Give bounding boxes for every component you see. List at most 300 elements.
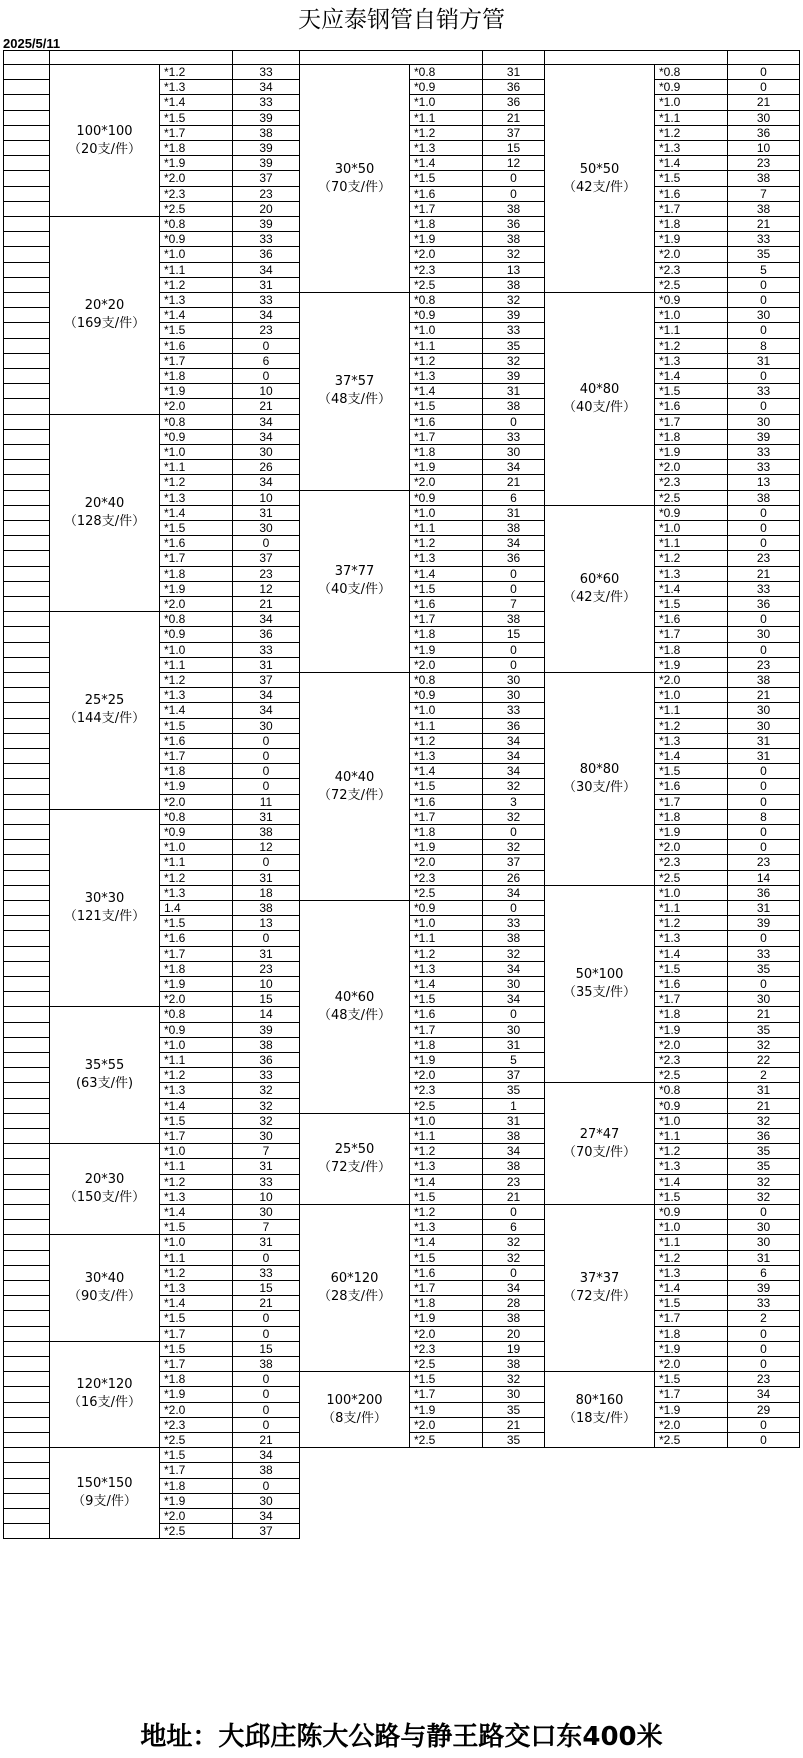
spec-cell: *1.5 [655,171,728,186]
qty-cell: 0 [483,658,545,673]
spec-cell: *2.0 [410,475,483,490]
spec-cell: *1.2 [655,339,728,354]
qty-cell: 34 [483,962,545,977]
spec-cell: *0.9 [160,627,233,642]
spec-cell: *1.3 [410,1159,483,1174]
qty-cell: 0 [233,749,300,764]
qty-cell: 21 [233,1433,300,1448]
group-pack: （35支/件） [563,985,636,1001]
qty-cell: 12 [233,582,300,597]
qty-cell: 0 [728,536,800,551]
spec-cell: *1.2 [160,475,233,490]
qty-cell: 0 [728,931,800,946]
spec-cell: *0.8 [160,217,233,232]
qty-cell: 0 [233,1418,300,1433]
spec-cell: *2.3 [410,1083,483,1098]
row-name [3,323,50,338]
qty-cell: 15 [483,141,545,156]
group-pack: （169支/件） [63,316,146,332]
group-size: 30*50 [334,161,375,177]
qty-cell: 5 [483,1053,545,1068]
group-pack: （40支/件） [318,582,391,598]
row-name [3,354,50,369]
row-name [3,1038,50,1053]
row-name [3,415,50,430]
row-name [3,1433,50,1448]
spec-cell: *1.2 [655,916,728,931]
qty-cell: 35 [483,1403,545,1418]
spec-cell: *1.9 [655,232,728,247]
qty-cell: 0 [483,643,545,658]
qty-cell: 0 [233,764,300,779]
qty-cell: 0 [483,415,545,430]
qty-cell: 7 [483,597,545,612]
spec-cell: *1.3 [410,551,483,566]
header-qty [728,50,800,65]
spec-cell: *1.0 [655,521,728,536]
spec-cell: *1.5 [655,597,728,612]
spec-cell: *1.4 [655,1281,728,1296]
spec-cell: *1.3 [410,141,483,156]
qty-cell: 21 [728,1099,800,1114]
spec-cell: *1.3 [160,886,233,901]
row-name [3,445,50,460]
spec-cell: *1.5 [655,1296,728,1311]
spec-cell: *1.1 [410,719,483,734]
header-spec [300,50,483,65]
group-size: 20*40 [84,495,125,511]
qty-cell: 6 [728,1266,800,1281]
qty-cell: 33 [233,65,300,80]
qty-cell: 32 [728,1190,800,1205]
spec-cell: *1.9 [160,977,233,992]
row-name [3,1053,50,1068]
group-pack: （48支/件） [318,392,391,408]
qty-cell: 31 [233,871,300,886]
spec-cell: *1.5 [160,1114,233,1129]
qty-cell: 15 [233,1342,300,1357]
qty-cell: 30 [483,1023,545,1038]
qty-cell: 0 [233,1403,300,1418]
spec-cell: *1.4 [160,95,233,110]
spec-cell: *0.9 [160,1023,233,1038]
spec-cell: *1.3 [410,749,483,764]
qty-cell: 39 [233,141,300,156]
qty-cell: 21 [483,475,545,490]
spec-cell: *1.8 [655,643,728,658]
qty-cell: 38 [233,1038,300,1053]
row-name [3,1418,50,1433]
group-pack: （48支/件） [318,1007,391,1023]
group-size: 150*150 [76,1476,133,1492]
qty-cell: 39 [728,430,800,445]
spec-cell: *1.7 [655,1311,728,1326]
spec-cell: *1.4 [160,308,233,323]
spec-cell: *1.0 [410,506,483,521]
row-name [3,187,50,202]
qty-cell: 33 [728,232,800,247]
qty-cell: 0 [483,901,545,916]
qty-cell: 30 [728,1235,800,1250]
qty-cell: 34 [233,1509,300,1524]
spec-cell: *1.1 [655,536,728,551]
spec-cell: *2.5 [160,1524,233,1539]
spec-cell: *1.0 [410,323,483,338]
qty-cell: 0 [483,1007,545,1022]
spec-cell: *1.7 [655,1387,728,1402]
spec-cell: *1.9 [410,232,483,247]
group-label [50,1448,160,1539]
spec-cell: *1.8 [655,217,728,232]
qty-cell: 37 [233,1524,300,1539]
qty-cell: 0 [728,977,800,992]
qty-cell: 36 [728,1129,800,1144]
spec-cell: *1.3 [655,1266,728,1281]
group-size: 80*80 [579,761,620,777]
qty-cell: 23 [728,156,800,171]
row-name [3,1144,50,1159]
spec-cell: *1.4 [410,977,483,992]
spec-cell: *1.2 [410,1205,483,1220]
qty-cell: 10 [233,491,300,506]
qty-cell: 6 [483,1220,545,1235]
qty-cell: 34 [233,612,300,627]
qty-cell: 34 [483,992,545,1007]
qty-cell: 38 [483,612,545,627]
qty-cell: 38 [483,931,545,946]
row-name [3,749,50,764]
address-footer: 地址：大邱庄陈大公路与静王路交口东400米 [140,1722,663,1752]
row-name [3,962,50,977]
qty-cell: 20 [483,1327,545,1342]
group-size: 100*100 [76,123,133,139]
spec-cell: *1.9 [655,445,728,460]
spec-cell: *1.5 [410,1251,483,1266]
row-name [3,840,50,855]
qty-cell: 0 [728,80,800,95]
spec-cell: *0.9 [410,308,483,323]
group-label [300,65,410,293]
spec-cell: *2.0 [160,171,233,186]
spec-cell: *0.9 [410,688,483,703]
qty-cell: 28 [483,1296,545,1311]
spec-cell: *1.7 [655,202,728,217]
qty-cell: 30 [483,1387,545,1402]
qty-cell: 38 [483,399,545,414]
qty-cell: 38 [483,202,545,217]
group-label [50,217,160,415]
row-name [3,1175,50,1190]
spec-cell: *1.0 [410,1114,483,1129]
qty-cell: 0 [728,1433,800,1448]
spec-cell: *2.0 [655,247,728,262]
spec-cell: *2.0 [160,399,233,414]
spec-cell: *1.2 [160,871,233,886]
spec-cell: *1.1 [655,1129,728,1144]
spec-cell: *1.5 [655,1190,728,1205]
spec-cell: *1.5 [160,719,233,734]
qty-cell: 33 [728,384,800,399]
row-name [3,567,50,582]
spec-cell: *0.8 [160,415,233,430]
spec-cell: *1.8 [655,1327,728,1342]
spec-cell: *1.2 [410,947,483,962]
qty-cell: 0 [728,369,800,384]
spec-cell: *1.7 [410,810,483,825]
row-name [3,217,50,232]
group-label [545,1083,655,1205]
row-name [3,1387,50,1402]
spec-cell: *1.2 [655,1251,728,1266]
qty-cell: 32 [483,354,545,369]
spec-cell: *1.9 [160,1494,233,1509]
qty-cell: 35 [483,339,545,354]
spec-cell: *2.0 [410,1068,483,1083]
spec-cell: *1.6 [410,187,483,202]
spec-cell: *1.1 [160,1159,233,1174]
spec-cell: *1.3 [160,688,233,703]
qty-cell: 36 [483,95,545,110]
qty-cell: 18 [233,886,300,901]
qty-cell: 33 [233,1068,300,1083]
qty-cell: 36 [233,1053,300,1068]
spec-cell: *1.7 [160,947,233,962]
group-size: 27*47 [579,1126,620,1142]
row-name [3,1327,50,1342]
qty-cell: 14 [728,871,800,886]
qty-cell: 26 [233,460,300,475]
header-spec [50,50,233,65]
qty-cell: 34 [483,1281,545,1296]
qty-cell: 36 [483,217,545,232]
spec-cell: *1.5 [410,582,483,597]
qty-cell: 20 [233,202,300,217]
qty-cell: 34 [233,263,300,278]
group-label [300,293,410,491]
spec-cell: *1.9 [160,779,233,794]
group-pack: （72支/件） [563,1289,636,1305]
qty-cell: 30 [233,719,300,734]
row-name [3,1448,50,1463]
group-label [545,506,655,673]
qty-cell: 6 [233,354,300,369]
spec-cell: *1.1 [410,339,483,354]
spec-cell: *0.9 [410,491,483,506]
spec-cell: *1.8 [160,141,233,156]
qty-cell: 23 [728,658,800,673]
qty-cell: 21 [483,1418,545,1433]
spec-cell: *1.9 [410,1053,483,1068]
group-size: 35*55 [84,1058,125,1074]
qty-cell: 0 [233,855,300,870]
qty-cell: 38 [233,1463,300,1478]
qty-cell: 35 [728,1144,800,1159]
qty-cell: 34 [483,536,545,551]
row-name [3,1266,50,1281]
qty-cell: 39 [483,308,545,323]
row-name [3,977,50,992]
spec-cell: *1.6 [160,734,233,749]
spec-cell: *1.3 [655,931,728,946]
group-size: 30*30 [84,891,125,907]
qty-cell: 36 [483,80,545,95]
group-label [50,612,160,810]
spec-cell: *1.7 [160,1357,233,1372]
spec-cell: *1.7 [410,202,483,217]
spec-cell: *1.7 [410,1281,483,1296]
group-size: 37*57 [334,374,375,390]
qty-cell: 38 [483,232,545,247]
qty-cell: 32 [233,1114,300,1129]
qty-cell: 32 [483,247,545,262]
qty-cell: 38 [483,521,545,536]
qty-cell: 22 [728,1053,800,1068]
spec-cell: *2.0 [410,658,483,673]
spec-cell: *1.5 [160,916,233,931]
row-name [3,1342,50,1357]
group-label [545,673,655,886]
spec-cell: *1.2 [410,1144,483,1159]
group-label [50,65,160,217]
qty-cell: 30 [233,1494,300,1509]
qty-cell: 37 [233,551,300,566]
qty-cell: 34 [483,1144,545,1159]
qty-cell: 0 [728,1357,800,1372]
spec-cell: *1.4 [655,156,728,171]
qty-cell: 0 [728,1205,800,1220]
spec-cell: *1.7 [410,1023,483,1038]
spec-cell: *1.6 [655,977,728,992]
spec-cell: *1.4 [160,1205,233,1220]
row-name [3,475,50,490]
spec-cell: *1.8 [655,1007,728,1022]
qty-cell: 33 [233,1175,300,1190]
qty-cell: 32 [728,1038,800,1053]
group-label [50,1235,160,1341]
qty-cell: 33 [728,947,800,962]
row-name [3,202,50,217]
spec-cell: *1.9 [410,460,483,475]
qty-cell: 13 [483,263,545,278]
spec-cell: *1.7 [160,1129,233,1144]
spec-cell: *0.9 [410,80,483,95]
qty-cell: 31 [728,1083,800,1098]
spec-cell: *1.0 [655,688,728,703]
qty-cell: 21 [728,95,800,110]
spec-cell: *1.3 [160,491,233,506]
qty-cell: 0 [728,779,800,794]
qty-cell: 0 [728,764,800,779]
spec-cell: *1.2 [160,1175,233,1190]
spec-cell: *2.5 [410,886,483,901]
qty-cell: 10 [233,977,300,992]
spec-cell: *1.8 [160,567,233,582]
group-pack: （9支/件） [72,1494,137,1510]
row-name [3,1023,50,1038]
qty-cell: 0 [233,339,300,354]
spec-cell: *2.0 [160,992,233,1007]
spec-cell: *1.6 [160,339,233,354]
row-name [3,491,50,506]
spec-cell: *2.3 [655,855,728,870]
spec-cell: *0.8 [410,673,483,688]
spec-cell: *1.2 [655,126,728,141]
spec-cell: *0.9 [655,506,728,521]
qty-cell: 39 [728,1281,800,1296]
qty-cell: 0 [233,931,300,946]
qty-cell: 0 [233,1311,300,1326]
qty-cell: 0 [728,65,800,80]
group-label [545,1205,655,1372]
qty-cell: 39 [233,156,300,171]
spec-cell: *1.3 [160,80,233,95]
spec-cell: *1.2 [160,278,233,293]
spec-cell: *1.8 [160,369,233,384]
qty-cell: 38 [728,171,800,186]
spec-cell: *2.3 [160,187,233,202]
spec-cell: *1.3 [655,734,728,749]
spec-cell: *1.1 [655,901,728,916]
qty-cell: 30 [728,308,800,323]
spec-cell: *1.5 [655,384,728,399]
row-name [3,886,50,901]
qty-cell: 32 [483,293,545,308]
group-size: 37*77 [334,564,375,580]
group-size: 60*120 [330,1271,379,1287]
group-label [50,1144,160,1235]
qty-cell: 13 [233,916,300,931]
qty-cell: 29 [728,1403,800,1418]
row-name [3,582,50,597]
qty-cell: 30 [728,1220,800,1235]
row-name [3,1463,50,1478]
row-name [3,399,50,414]
row-name [3,1235,50,1250]
spec-cell: *2.0 [160,597,233,612]
spec-cell: *0.8 [655,1083,728,1098]
row-name [3,232,50,247]
row-name [3,384,50,399]
spec-cell: *1.6 [410,415,483,430]
spec-cell: *1.6 [410,597,483,612]
row-name [3,536,50,551]
spec-cell: *1.5 [160,111,233,126]
qty-cell: 37 [233,171,300,186]
group-pack: （150支/件） [63,1190,146,1206]
spec-cell: *1.5 [410,399,483,414]
spec-cell: *1.7 [160,354,233,369]
spec-cell: *0.9 [160,232,233,247]
qty-cell: 38 [728,673,800,688]
spec-cell: *1.0 [655,95,728,110]
spec-cell: *0.9 [655,293,728,308]
spec-cell: *2.0 [410,247,483,262]
spec-cell: *1.0 [410,916,483,931]
spec-cell: *2.5 [160,202,233,217]
spec-cell: *1.0 [410,95,483,110]
qty-cell: 34 [233,415,300,430]
spec-cell: *1.9 [410,1311,483,1326]
group-pack: （30支/件） [563,779,636,795]
spec-cell: *0.8 [160,612,233,627]
row-name [3,1403,50,1418]
qty-cell: 10 [728,141,800,156]
row-name [3,779,50,794]
group-pack: （121支/件） [63,909,146,925]
qty-cell: 38 [233,901,300,916]
qty-cell: 38 [483,1357,545,1372]
group-label [50,1342,160,1448]
